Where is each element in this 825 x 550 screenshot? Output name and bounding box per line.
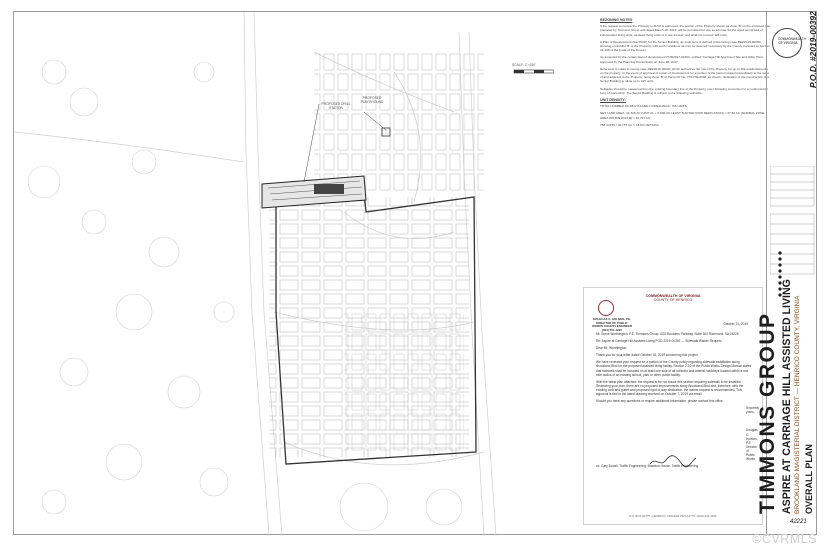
drawing-sheet	[13, 11, 817, 535]
letter-re: Re: Aspire at Carriage Hill Assisted Living POD 2019-00392 — Sidewalk Waiver Request	[596, 339, 722, 344]
scale-bar	[514, 70, 554, 73]
engineer-seal-stamp	[772, 28, 806, 58]
project-title: ASPIRE AT CARRIAGE HILL ASSISTED LIVING	[781, 279, 793, 514]
letter-recipient: Mr. Steve Worthington, P.E. Timmons Group 1001 Boulders Parkway, Suite 300 Richmond, VA 23225	[596, 332, 739, 336]
letter-left-column: DOUGLAS C. HOLMES, P.E. DIRECTOR OF PUBLIC WORKS COUNTY ENGINEER (804) 501-4293	[592, 317, 632, 332]
sheet-name: OVERALL PLAN	[804, 444, 814, 514]
density-line: 768 UNITS / 40.757 AC = 18.84 UNITS/AC	[600, 122, 659, 127]
letter-salutation: Dear Mr. Worthington:	[596, 346, 628, 351]
letter-closing: Should you have any questions or require additional information, please contact this office.	[596, 399, 724, 404]
scale-label: SCALE: 1"=150'	[512, 63, 536, 67]
existing-building-blocks-north	[314, 52, 484, 192]
letter-title: COMMONWEALTH OF VIRGINIA	[645, 294, 701, 298]
letter-paragraph: Thank you for your letter dated October 18, 2019 concerning this project.	[596, 353, 699, 358]
note-paragraph: Reference is made to zoning case REZ2016-00042, which authorizes the use of the Property for up to 392 residential units on the property. In the event of approval of a plan of development for a portion of the parcel located immediately to the west of and adjacent to the Property, being Zone 'B' of Parcel ID No. 770-739-8008, as shown, dedication of the construction of a Senior Building to allow up to 125 units.	[600, 66, 769, 84]
note-paragraph: If the request to rezone the Property to R-5C is approved, the portion of the Property shown as Zone 'B' on the enclosed plat prepared by Timmons Group and dated March 18, 2019, will be permitted for use as a house for the aged comprised of independent living units, assisted living units or a use thereof, and shall not exceed 125 units.	[600, 24, 770, 37]
notes-header: REZONING NOTES	[600, 18, 633, 22]
note-paragraph: A Plan of Development (the 'POD') for the Senior Building, as such term is defined in Rezoning case REZ2019-00000, showing on Exhibit 'B' of the Property, with such conditions as may be deemed necessary by the County pursuant to Section 24-106 of the Code of the County.	[600, 39, 770, 53]
density-line: NET LAND AREA: 41.326 AC (UNIT AL + 0.996 AC LEAST B AFTER ROW DEDICATION) = 37.68 AC (NORMAL ZONE AREA WITHIN UNIT B) = 40.757 AC	[600, 111, 765, 120]
county-seal-icon	[598, 300, 614, 316]
letter-footer: P.O. BOX 90775 • HENRICO, VIRGINIA 23273-0775 • (804) 501-4293	[629, 513, 717, 518]
letter-signoff: Sincerely yours,	[746, 406, 760, 415]
note-paragraph: Setbacks should be measured from the existing boundary line of the Property, even following conversion to a condominium form of ownership. The Senior Building is subject to the following setbacks.	[600, 86, 768, 95]
letter-body	[596, 332, 760, 471]
letter-date: October 21, 2019	[723, 322, 748, 326]
note-paragraph: As amended by the certain plan of development POD2017-00164, entitled 'Carriage Hill Apartment Site and Utility Plan', approved by the Planning Commission on June 28, 2017.	[600, 55, 764, 64]
drill-station-label: PROPOSED DRILL STATION	[321, 102, 351, 110]
project-subtitle: BROOKLAND MAGISTERIAL DISTRICT — HENRICO COUNTY, VIRGINIA	[794, 295, 801, 514]
letter-paragraph: We have reviewed your request for a portion of the County policy regarding sidewalk installation along Brookland Blvd for the proposed assisted living facility. Section 2-10 of the Public Works Design Manual states that sidewalk shall be included on at least one side of all collector and arterial roadways located within a one mile radius of an existing school, park or other public facility.	[596, 360, 752, 377]
density-line: TOTAL NUMBER OF MULTI-FAMILY DWELLINGS: 768 UNITS	[600, 104, 687, 109]
pod-number: P.O.D. #2019-00392	[808, 11, 818, 88]
letter-paragraph: With the latest plan attached, the request is for not house this section requiring sidewalk to be installed. Reviewing your plan, there are no proposed improvements along Brookland Blvd and, therefore, with the existing curb and gutter and proposed right of way dedication, the waiver request is recommended. This approval is tied to the latest drawing received on October 7, 2019 via email.	[596, 379, 744, 397]
density-header: UNIT DENSITY:	[600, 98, 626, 103]
letter-cc: cc: Gary Duvall, Traffic Engineering; Brandon House, Traffic Engineering	[596, 464, 699, 469]
playground-label: PROPOSED PLAYGROUND	[360, 96, 384, 104]
rezoning-notes	[600, 18, 770, 256]
signature-mark	[648, 454, 698, 468]
letter-signer: Douglas C. Holmes, P.E. Director of Public Works	[746, 428, 758, 462]
company-name: TIMMONS GROUP	[756, 312, 779, 514]
watermark: ©CVRMLS	[752, 532, 817, 546]
job-number: 42221	[790, 519, 807, 525]
site-plan-svg	[14, 12, 554, 536]
site-plan-map	[14, 12, 554, 536]
county-waiver-letter	[583, 287, 763, 525]
letter-subtitle: COUNTY OF HENRICO	[653, 298, 693, 303]
stamp-text: COMMONWEALTH OF VIRGINIA	[778, 37, 806, 45]
